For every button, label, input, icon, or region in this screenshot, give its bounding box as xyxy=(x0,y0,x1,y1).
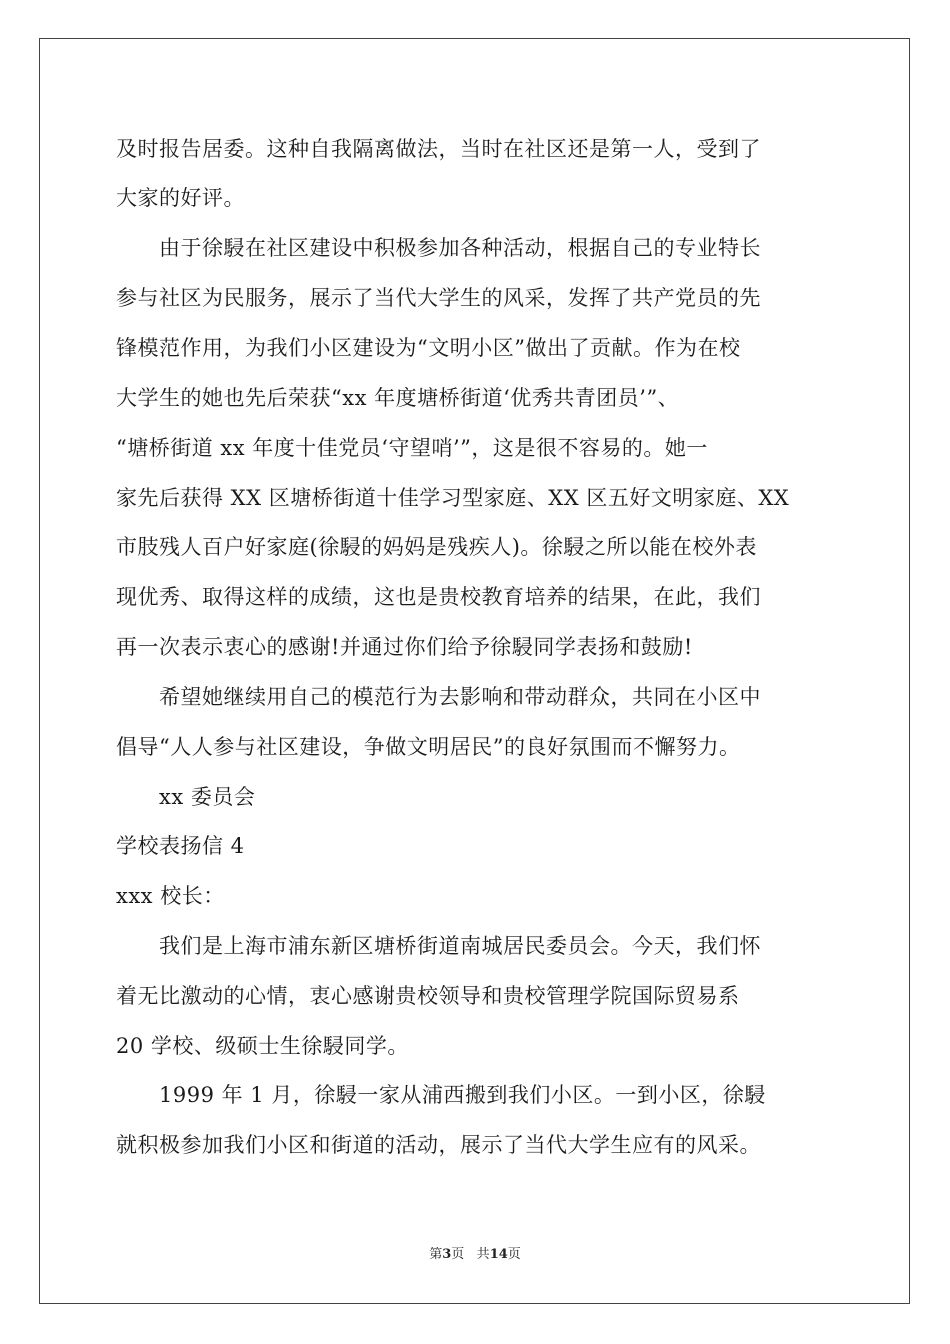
signature-line: xx 委员会 xyxy=(159,785,256,809)
text-line: 锋模范作用，为我们小区建设为“文明小区”做出了贡献。作为在校 xyxy=(116,336,741,360)
text-line: 现优秀、取得这样的成绩，这也是贵校教育培养的结果，在此，我们 xyxy=(116,585,761,609)
footer-total-suffix: 页 xyxy=(507,1247,521,1262)
footer-page-prefix: 第 xyxy=(429,1247,443,1262)
text-line: 我们是上海市浦东新区塘桥街道南城居民委员会。今天，我们怀 xyxy=(159,934,761,958)
text-line: 1999 年 1 月，徐駸一家从浦西搬到我们小区。一到小区，徐駸 xyxy=(159,1083,766,1107)
text-line: “塘桥街道 xx 年度十佳党员‘守望哨’”，这是很不容易的。她一 xyxy=(116,436,708,460)
text-line: 希望她继续用自己的模范行为去影响和带动群众，共同在小区中 xyxy=(159,685,761,709)
text-line: 再一次表示衷心的感谢!并通过你们给予徐駸同学表扬和鼓励! xyxy=(116,635,693,659)
text-line: 由于徐駸在社区建设中积极参加各种活动，根据自己的专业特长 xyxy=(159,236,761,260)
text-line: 参与社区为民服务，展示了当代大学生的风采，发挥了共产党员的先 xyxy=(116,286,761,310)
footer-total-pages: 14 xyxy=(489,1247,508,1262)
text-line: 家先后获得 XX 区塘桥街道十佳学习型家庭、XX 区五好文明家庭、XX xyxy=(116,486,790,510)
page-frame xyxy=(39,38,910,1304)
text-line: 20 学校、级硕士生徐駸同学。 xyxy=(116,1034,409,1058)
page-footer xyxy=(0,1246,950,1264)
text-line: 大家的好评。 xyxy=(116,186,245,210)
text-line: 大学生的她也先后荣获“xx 年度塘桥街道‘优秀共青团员’”、 xyxy=(116,386,680,410)
text-line: 就积极参加我们小区和街道的活动，展示了当代大学生应有的风采。 xyxy=(116,1133,761,1157)
footer-page-number: 3 xyxy=(442,1247,452,1262)
section-heading: 学校表扬信 4 xyxy=(116,834,245,858)
footer-page-suffix: 页 xyxy=(451,1247,465,1262)
text-line: 着无比激动的心情，衷心感谢贵校领导和贵校管理学院国际贸易系 xyxy=(116,984,740,1008)
footer-total-prefix: 共 xyxy=(476,1247,490,1262)
text-line: 及时报告居委。这种自我隔离做法，当时在社区还是第一人，受到了 xyxy=(116,137,761,161)
text-line: 市肢残人百户好家庭(徐駸的妈妈是残疾人)。徐駸之所以能在校外表 xyxy=(116,535,757,559)
text-line: 倡导“人人参与社区建设，争做文明居民”的良好氛围而不懈努力。 xyxy=(116,735,741,759)
salutation: xxx 校长： xyxy=(116,884,225,908)
